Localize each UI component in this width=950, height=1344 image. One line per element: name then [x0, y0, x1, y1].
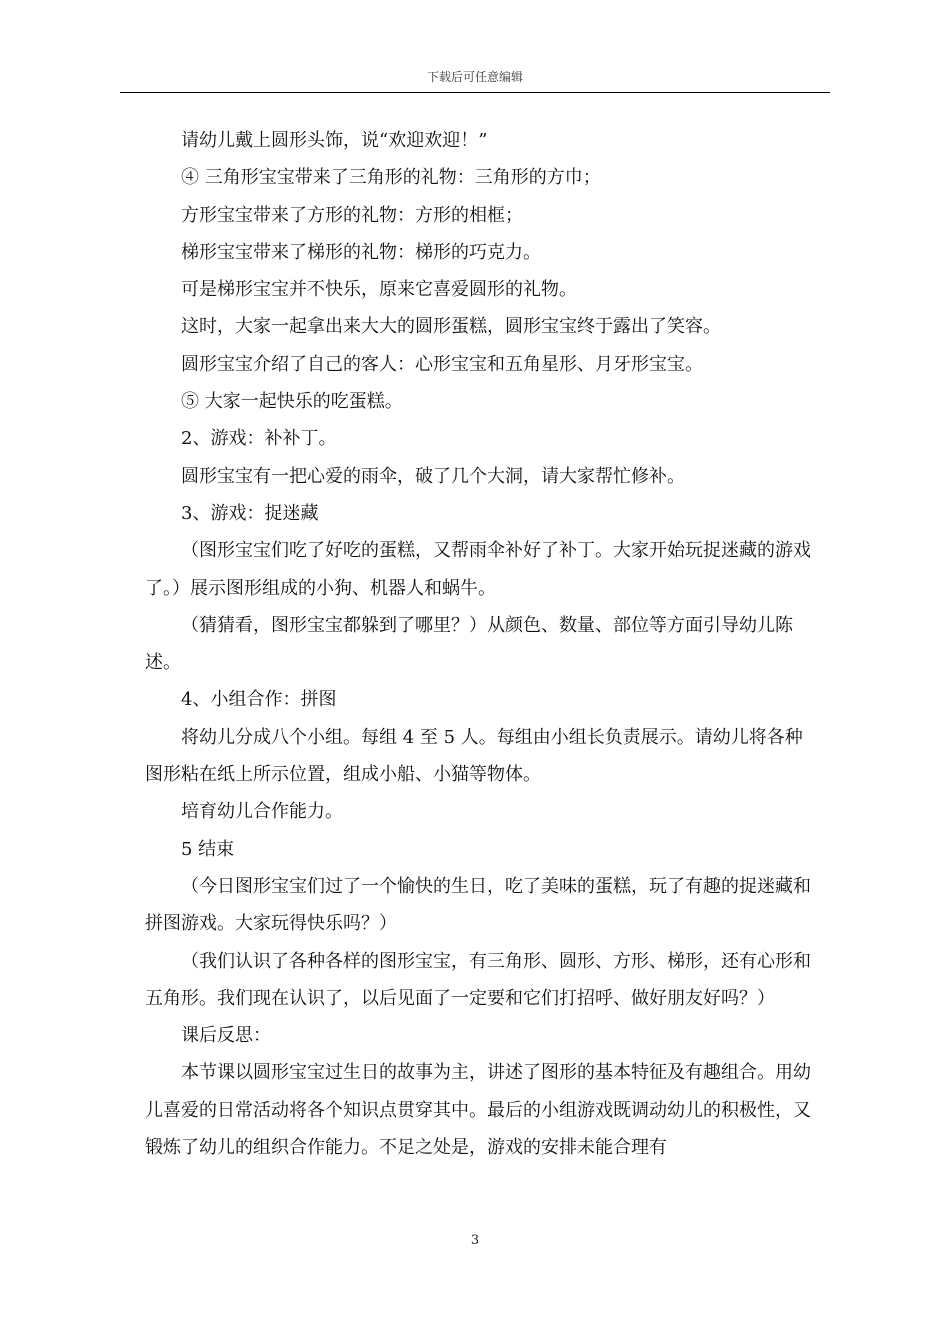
paragraph: 圆形宝宝有一把心爱的雨伞，破了几个大洞，请大家帮忙修补。	[181, 465, 685, 487]
paragraph: 梯形宝宝带来了梯形的礼物：梯形的巧克力。	[181, 241, 541, 263]
paragraph: （我们认识了各种各样的图形宝宝，有三角形、圆形、方形、梯形，还有心形和五角形。我们现在认识了，以后见面了一定要和它们打招呼、做好朋友好吗？）	[145, 950, 811, 1009]
paragraph: 方形宝宝带来了方形的礼物：方形的相框；	[181, 204, 523, 226]
section-heading: 课后反思：	[181, 1025, 271, 1047]
page-header: 下载后可任意编辑	[426, 70, 523, 84]
paragraph: 可是梯形宝宝并不快乐，原来它喜爱圆形的礼物。	[181, 279, 577, 301]
section-heading: 5 结束	[181, 838, 235, 860]
section-heading: 3、游戏：捉迷藏	[181, 502, 319, 524]
section-heading: 4、小组合作：拼图	[181, 689, 337, 711]
paragraph: 本节课以圆形宝宝过生日的故事为主，讲述了图形的基本特征及有趣组合。用幼儿喜爱的日常活动将各个知识点贯穿其中。最后的小组游戏既调动幼儿的积极性，又锻炼了幼儿的组织合作能力。不足之处是，游戏的安排未能合理有	[145, 1062, 811, 1159]
paragraph: ④ 三角形宝宝带来了三角形的礼物：三角形的方巾；	[181, 167, 601, 189]
paragraph: 将幼儿分成八个小组。每组 4 至 5 人。每组由小组长负责展示。请幼儿将各种图形粘在纸上所示位置，组成小船、小猫等物体。	[145, 726, 803, 786]
paragraph: 培育幼儿合作能力。	[181, 801, 343, 823]
document-body	[145, 122, 815, 1166]
paragraph: ⑤ 大家一起快乐的吃蛋糕。	[181, 391, 403, 413]
section-heading: 2、游戏：补补丁。	[181, 428, 337, 450]
paragraph: （今日图形宝宝们过了一个愉快的生日，吃了美味的蛋糕，玩了有趣的捉迷藏和拼图游戏。大家玩得快乐吗？）	[145, 875, 811, 935]
paragraph: （图形宝宝们吃了好吃的蛋糕，又帮雨伞补好了补丁。大家开始玩捉迷藏的游戏了。）展示图形组成的小狗、机器人和蜗牛。	[145, 540, 811, 599]
header-divider	[120, 92, 830, 93]
paragraph: 这时，大家一起拿出来大大的圆形蛋糕，圆形宝宝终于露出了笑容。	[181, 316, 721, 338]
paragraph: 圆形宝宝介绍了自己的客人：心形宝宝和五角星形、月牙形宝宝。	[181, 353, 703, 375]
paragraph: 请幼儿戴上圆形头饰，说“欢迎欢迎！”	[181, 130, 488, 151]
paragraph: （猜猜看，图形宝宝都躲到了哪里？）从颜色、数量、部位等方面引导幼儿陈述。	[145, 614, 793, 674]
page-number: 3	[470, 1233, 480, 1248]
